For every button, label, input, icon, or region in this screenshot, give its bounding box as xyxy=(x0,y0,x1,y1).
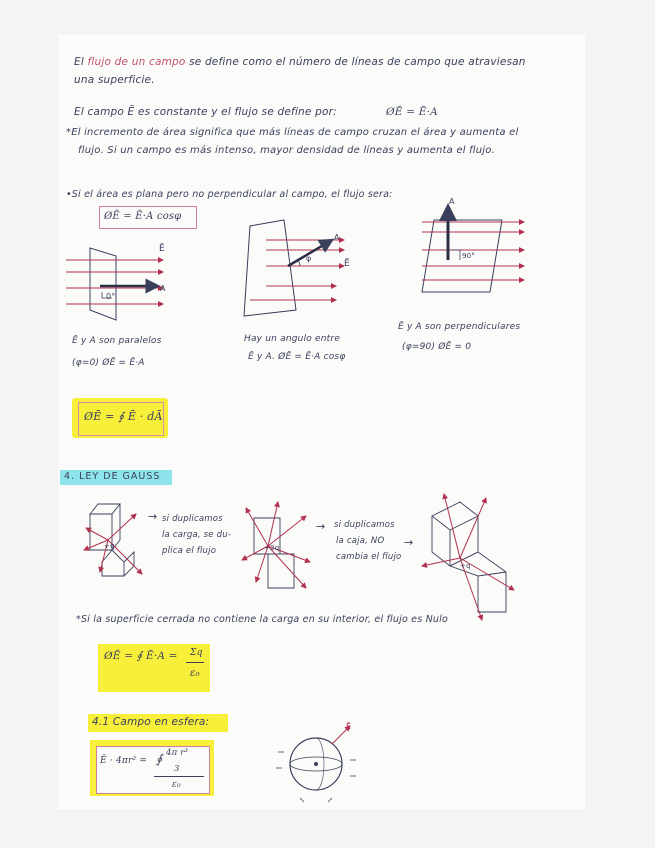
arrow-1: → xyxy=(148,510,158,523)
caption-1-line-1: Ē y A son paralelos xyxy=(72,336,162,346)
gauss-formula-left: ØĒ = ∮ Ē·A = xyxy=(104,650,178,662)
gauss-text-1-line-2: la carga, se du- xyxy=(162,530,232,540)
caption-3-line-1: Ē y A son perpendiculares xyxy=(398,322,521,332)
gauss-charge-3: +q xyxy=(460,562,471,570)
caption-2-line-2: Ē y A. ØĒ = Ē·A cosφ xyxy=(248,352,346,362)
integral-formula: ØĒ = ∮ Ē · dĀ xyxy=(84,410,163,423)
caption-3-line-2: (φ=90) ØĒ = 0 xyxy=(402,342,472,352)
sphere-num-top: 4π r³ xyxy=(166,748,189,758)
arrow-3: → xyxy=(404,536,414,549)
gauss-text-1-line-1: si duplicamos xyxy=(162,514,223,524)
gauss-title: 4. LEY DE GAUSS xyxy=(64,471,161,482)
sphere-den: ε₀ xyxy=(172,780,181,790)
gauss-null-note: *Si la superficie cerrada no contiene la carga en su interior, el flujo es Nulo xyxy=(76,614,448,625)
fig1-a-label: A xyxy=(160,284,166,293)
constant-field-text: El campo Ē es constante y el flujo se define por: xyxy=(74,106,337,118)
term-de-un: de un xyxy=(114,56,146,68)
sphere-integral: ∮ xyxy=(156,752,163,766)
sphere-fraction-bar xyxy=(154,776,204,777)
arrow-2: → xyxy=(316,520,326,533)
note-line-1: *El incremento de área significa que más líneas de campo cruzan el área y aumenta el xyxy=(66,127,519,138)
sphere-lhs: Ē · 4πr² = xyxy=(100,756,148,766)
angle-arc xyxy=(298,260,300,266)
gauss-text-1-line-3: plica el flujo xyxy=(162,546,217,556)
fig2-a-label: A xyxy=(334,233,340,242)
plane-2 xyxy=(244,220,296,316)
sphere-title: 4.1 Campo en esfera: xyxy=(92,716,210,728)
fig3-a-label: A xyxy=(449,197,455,206)
sphere-num-bottom: 3 xyxy=(174,764,180,774)
sphere-e-label: Ē xyxy=(346,722,352,731)
fig1-e-label: Ē xyxy=(159,244,165,254)
gauss-formula-den: ε₀ xyxy=(190,668,200,679)
fig2-e-label: Ē xyxy=(344,259,350,269)
gauss-box-2 xyxy=(240,496,320,592)
gauss-text-2-line-3: cambia el flujo xyxy=(336,552,402,562)
term-flujo: flujo xyxy=(87,56,112,68)
caption-1-line-2: (φ=0) ØĒ = Ē·A xyxy=(72,358,145,368)
gauss-text-2-line-2: la caja, NO xyxy=(336,536,385,546)
fig1-angle: 0° xyxy=(106,292,116,301)
gauss-box-3 xyxy=(420,492,520,622)
intro-line-1: El flujo de un campo se define como el número de líneas de campo que atraviesan xyxy=(74,56,526,68)
gauss-text-2-line-1: si duplicamos xyxy=(334,520,395,530)
gauss-charge-2: +2q xyxy=(264,544,280,552)
figure-perpendicular xyxy=(412,196,532,306)
oblique-area-text: •Si el área es plana pero no perpendicular al campo, el flujo sera: xyxy=(66,189,393,200)
angle-mark xyxy=(452,250,460,260)
fig2-angle: φ xyxy=(306,254,312,263)
gauss-formula-num: Σq xyxy=(190,648,203,658)
gauss-fraction-bar xyxy=(186,662,204,663)
caption-2-line-1: Hay un angulo entre xyxy=(244,334,341,344)
gauss-charge-1: +q xyxy=(104,542,115,550)
intro-line-2: una superficie. xyxy=(74,74,155,86)
note-line-2: flujo. Si un campo es más intenso, mayor densidad de líneas y aumenta el flujo. xyxy=(78,145,495,156)
fig3-angle: 90° xyxy=(462,252,476,260)
sphere-formula-box xyxy=(96,746,210,794)
flux-cos-formula: ØĒ = Ē·A cosφ xyxy=(104,211,182,222)
flux-formula-basic: ØĒ = Ē·A xyxy=(386,106,438,118)
plane-1 xyxy=(90,248,116,320)
term-campo: campo xyxy=(149,56,186,68)
